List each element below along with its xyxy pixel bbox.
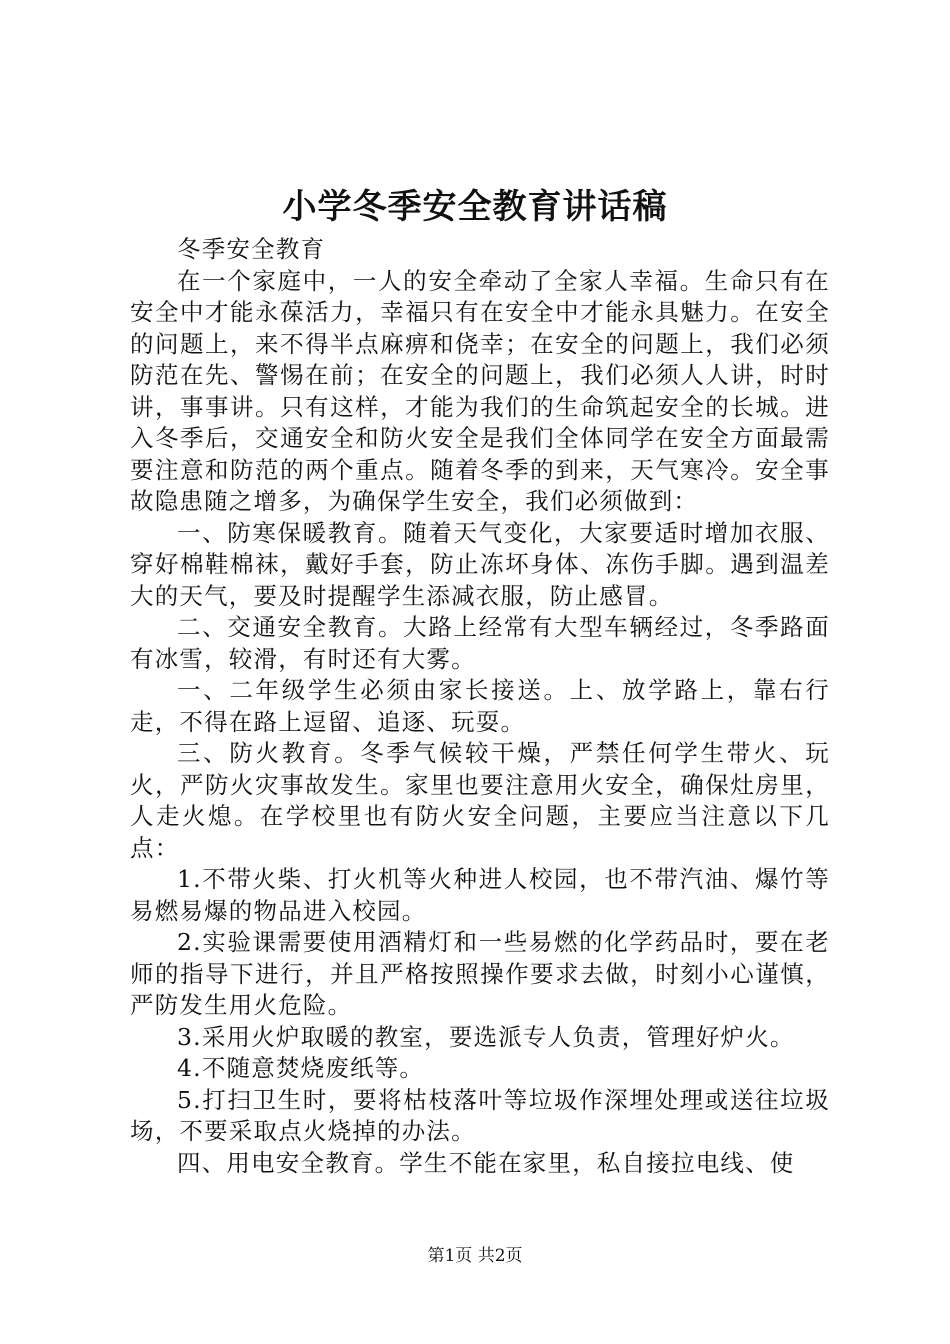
paragraph: 5.打扫卫生时，要将枯枝落叶等垃圾作深埋处理或送往垃圾场，不要采取点火烧掉的办法。: [130, 1085, 830, 1145]
paragraph: 在一个家庭中，一人的安全牵动了全家人幸福。生命只有在安全中才能永葆活力，幸福只有在安全中才能永具魅力。在安全的问题上，来不得半点麻痹和侥幸；在安全的问题上，我们必须防范在先、警惕在前；在安全的问题上，我们必须人人讲，时时讲，事事讲。只有这样，才能为我们的生命筑起安全的长城。进入冬季后，交通安全和防火安全是我们全体同学在安全方面最需要注意和防范的两个重点。随着冬季的到来，天气寒冷。安全事故隐患随之增多，为确保学生安全，我们必须做到：: [130, 266, 830, 515]
paragraph: 4.不随意焚烧废纸等。: [177, 1054, 425, 1082]
paragraph: 四、用电安全教育。学生不能在家里，私自接拉电线、使: [177, 1148, 795, 1177]
page-footer: 第1页 共2页: [427, 1246, 523, 1266]
document-body: [130, 234, 830, 1179]
document-title: 小学冬季安全教育讲话稿: [282, 187, 668, 227]
paragraph: 1.不带火柴、打火机等火种进人校园，也不带汽油、爆竹等易燃易爆的物品进入校园。: [130, 865, 830, 925]
paragraph: 一、防寒保暖教育。随着天气变化，大家要适时增加衣服、穿好棉鞋棉袜，戴好手套，防止冻坏身体、冻伤手脚。遇到温差大的天气，要及时提醒学生添减衣服，防止感冒。: [130, 518, 830, 610]
paragraph: 冬季安全教育: [177, 235, 326, 263]
paragraph: 3.采用火炉取暖的教室，要选派专人负责，管理好炉火。: [177, 1022, 795, 1051]
paragraph: 2.实验课需要使用酒精灯和一些易燃的化学药品时，要在老师的指导下进行，并且严格按照操作要求去做，时刻小心谨慎，严防发生用火危险。: [130, 928, 830, 1019]
paragraph: 二、交通安全教育。大路上经常有大型车辆经过，冬季路面有冰雪，较滑，有时还有大雾。: [130, 613, 830, 673]
paragraph: 一、二年级学生必须由家长接送。上、放学路上，靠右行走，不得在路上逗留、追逐、玩耍。: [130, 676, 830, 736]
paragraph: 三、防火教育。冬季气候较干燥，严禁任何学生带火、玩火，严防火灾事故发生。家里也要注意用火安全，确保灶房里，人走火熄。在学校里也有防火安全问题，主要应当注意以下几点：: [130, 739, 830, 862]
